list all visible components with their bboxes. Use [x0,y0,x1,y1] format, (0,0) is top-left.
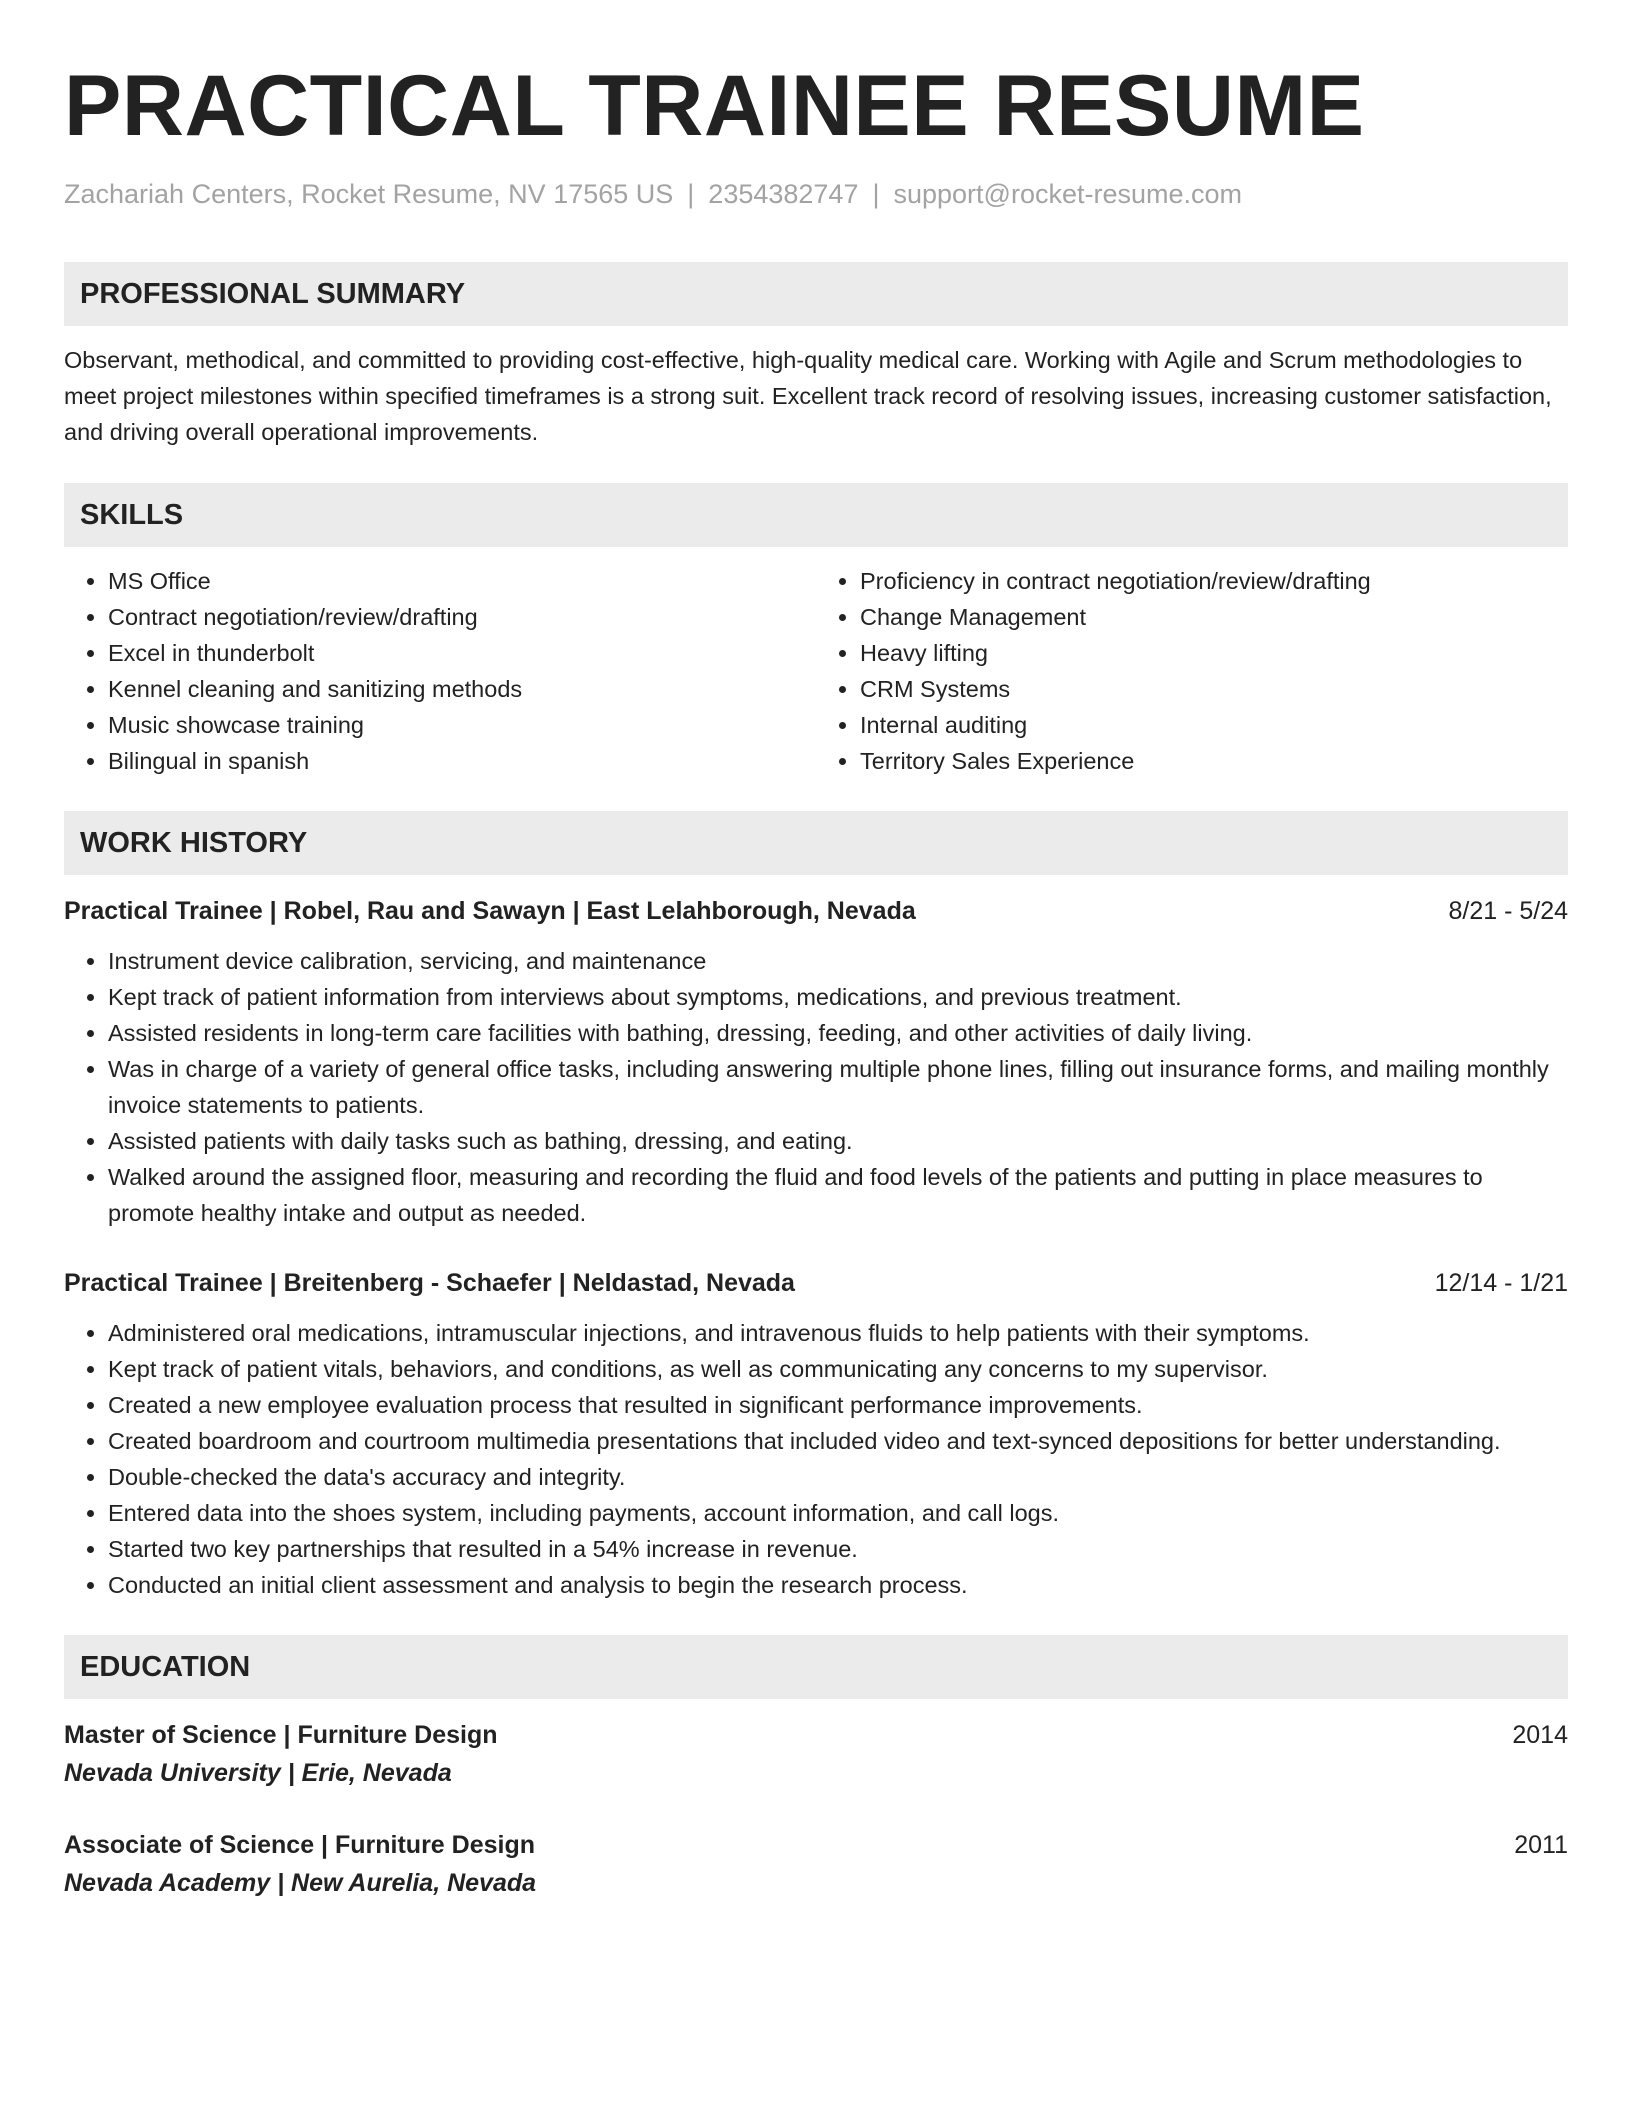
contact-phone: 2354382747 [708,179,859,209]
education-school: Nevada University | Erie, Nevada [64,1759,452,1787]
job-entry [64,1265,1568,1603]
contact-separator: | [872,179,880,209]
job-header [64,1265,1568,1301]
job-dates: 8/21 - 5/24 [1448,897,1568,925]
job-dates: 12/14 - 1/21 [1434,1269,1568,1297]
job-bullet: • Started two key partnerships that resulted in a 54% increase in revenue. [108,1531,1568,1567]
education-header [64,1717,1568,1753]
job-title: Practical Trainee | Robel, Rau and Sawayn | East Lelahborough, Nevada [64,897,916,925]
education-school: Nevada Academy | New Aurelia, Nevada [64,1869,537,1897]
skills-column-left [64,563,816,779]
skill-item: • Contract negotiation/review/drafting [108,599,816,635]
skill-item: • Territory Sales Experience [860,743,1568,779]
skill-item: • CRM Systems [860,671,1568,707]
job-bullet: • Double-checked the data's accuracy and integrity. [108,1459,1568,1495]
summary-text: Observant, methodical, and committed to providing cost-effective, high-quality medical care. Working with Agile and Scrum methodologies to meet project milestones within specified timeframes is a strong suit. Excellent track record of resolving issues, increasing customer satisfaction, and driving overall operational improvements. [64,347,1552,445]
job-bullet: • Assisted residents in long-term care facilities with bathing, dressing, feeding, and other activities of daily living. [108,1015,1568,1051]
job-bullet: • Kept track of patient vitals, behaviors, and conditions, as well as communicating any concerns to my supervisor. [108,1351,1568,1387]
skill-item: • Kennel cleaning and sanitizing methods [108,671,816,707]
education-degree: Associate of Science | Furniture Design [64,1831,536,1859]
job-bullet: • Created boardroom and courtroom multimedia presentations that included video and text-synced depositions for better understanding. [108,1423,1568,1459]
section-header-education: EDUCATION [64,1635,1568,1699]
contact-email: support@rocket-resume.com [893,179,1243,209]
skill-item: • Heavy lifting [860,635,1568,671]
job-entry [64,893,1568,1231]
job-title: Practical Trainee | Breitenberg - Schaefer | Neldastad, Nevada [64,1269,795,1297]
skills-column-right [816,563,1568,779]
contact-line [64,178,1568,210]
resume-title: PRACTICAL TRAINEE RESUME [64,58,1365,154]
skill-item: • Proficiency in contract negotiation/review/drafting [860,563,1568,599]
section-header-skills: SKILLS [64,483,1568,547]
job-bullet: • Conducted an initial client assessment and analysis to begin the research process. [108,1567,1568,1603]
job-bullet: • Walked around the assigned floor, measuring and recording the fluid and food levels of the patients and putting in place measures to promote healthy intake and output as needed. [108,1159,1568,1231]
job-bullet: • Assisted patients with daily tasks such as bathing, dressing, and eating. [108,1123,1568,1159]
education-entry [64,1717,1568,1791]
job-bullet: • Instrument device calibration, servicing, and maintenance [108,943,1568,979]
job-bullet: • Kept track of patient information from interviews about symptoms, medications, and previous treatment. [108,979,1568,1015]
section-header-work-history: WORK HISTORY [64,811,1568,875]
skill-item: • Change Management [860,599,1568,635]
education-year: 2011 [1514,1831,1568,1859]
skill-item: • Excel in thunderbolt [108,635,816,671]
job-bullet: • Created a new employee evaluation process that resulted in significant performance improvements. [108,1387,1568,1423]
education-entry [64,1827,1568,1901]
education-degree: Master of Science | Furniture Design [64,1721,498,1749]
job-bullet: • Entered data into the shoes system, including payments, account information, and call logs. [108,1495,1568,1531]
contact-separator: | [687,179,695,209]
skill-item: • Bilingual in spanish [108,743,816,779]
education-header [64,1827,1568,1863]
job-bullets [64,943,1568,1231]
section-header-summary: PROFESSIONAL SUMMARY [64,262,1568,326]
job-bullet: • Was in charge of a variety of general office tasks, including answering multiple phone lines, filling out insurance forms, and mailing monthly invoice statements to patients. [108,1051,1568,1123]
education-year: 2014 [1512,1721,1568,1749]
skill-item: • MS Office [108,563,816,599]
job-bullet: • Administered oral medications, intramuscular injections, and intravenous fluids to help patients with their symptoms. [108,1315,1568,1351]
job-bullets [64,1315,1568,1603]
skill-item: • Music showcase training [108,707,816,743]
contact-address: Zachariah Centers, Rocket Resume, NV 17565 US [64,179,674,209]
job-header [64,893,1568,929]
skills-list [64,563,1568,779]
skill-item: • Internal auditing [860,707,1568,743]
